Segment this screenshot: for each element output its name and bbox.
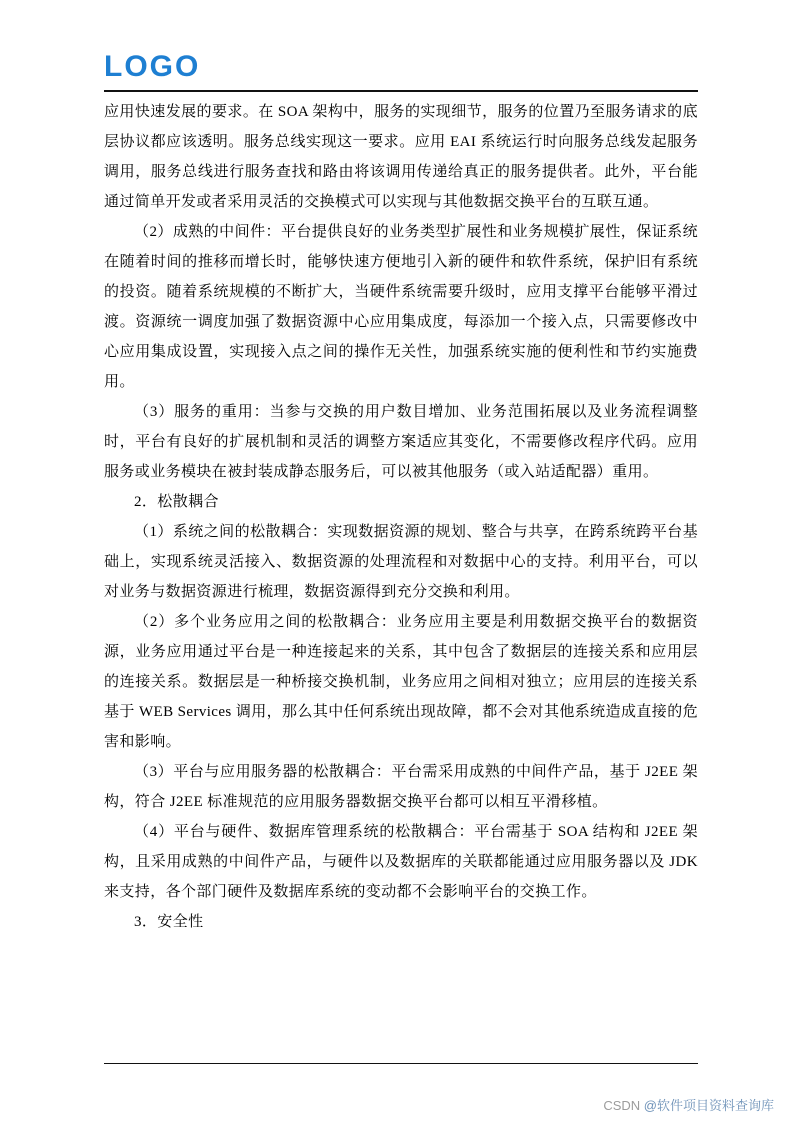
logo-text: LOGO — [104, 50, 201, 83]
footer-divider — [104, 1063, 698, 1064]
watermark — [603, 1098, 774, 1114]
paragraph: 应用快速发展的要求。在 SOA 架构中，服务的实现细节，服务的位置乃至服务请求的底层协议都应该透明。服务总线实现这一要求。应用 EAI 系统运行时向服务总线发起服务调用，服务总线进行服务查找和路由将该调用传递给真正的服务提供者。此外，平台能通过简单开发或者采用灵活的交换模式可以实现与其他数据交换平台的互联互通。 — [104, 104, 698, 210]
header-divider — [104, 90, 698, 92]
paragraph: （1）系统之间的松散耦合：实现数据资源的规划、整合与共享，在跨系统跨平台基础上，实现系统灵活接入、数据资源的处理流程和对数据中心的支持。利用平台，可以对业务与数据资源进行梳理，数据资源得到充分交换和利用。 — [104, 524, 698, 600]
paragraph: （3）服务的重用：当参与交换的用户数目增加、业务范围拓展以及业务流程调整时，平台有良好的扩展机制和灵活的调整方案适应其变化，不需要修改程序代码。应用服务或业务模块在被封装成静态服务后，可以被其他服务（或入站适配器）重用。 — [104, 404, 698, 480]
watermark-handle: @软件项目资料查询库 — [643, 1098, 774, 1113]
watermark-prefix: CSDN — [603, 1098, 644, 1113]
document-body — [104, 97, 698, 937]
section-heading: 3．安全性 — [134, 914, 204, 930]
paragraph: （3）平台与应用服务器的松散耦合：平台需采用成熟的中间件产品，基于 J2EE 架构，符合 J2EE 标准规范的应用服务器数据交换平台都可以相互平滑移植。 — [104, 764, 698, 810]
paragraph: （2）成熟的中间件：平台提供良好的业务类型扩展性和业务规模扩展性，保证系统在随着时间的推移而增长时，能够快速方便地引入新的硬件和软件系统，保护旧有系统的投资。随着系统规模的不断扩大，当硬件系统需要升级时，应用支撑平台能够平滑过渡。资源统一调度加强了数据资源中心应用集成度，每添加一个接入点，只需要修改中心应用集成设置，实现接入点之间的操作无关性，加强系统实施的便利性和节约实施费用。 — [104, 224, 698, 390]
paragraph: （4）平台与硬件、数据库管理系统的松散耦合：平台需基于 SOA 结构和 J2EE 架构，且采用成熟的中间件产品，与硬件以及数据库的关联都能通过应用服务器以及 JDK 来支持，各个部门硬件及数据库系统的变动都不会影响平台的交换工作。 — [104, 824, 698, 900]
page-header — [104, 0, 698, 92]
paragraph: （2）多个业务应用之间的松散耦合：业务应用主要是利用数据交换平台的数据资源，业务应用通过平台是一种连接起来的关系，其中包含了数据层的连接关系和应用层的连接关系。数据层是一种桥接交换机制，业务应用之间相对独立；应用层的连接关系基于 WEB Services 调用，那么其中任何系统出现故障，都不会对其他系统造成直接的危害和影响。 — [104, 614, 698, 750]
section-heading: 2．松散耦合 — [134, 494, 219, 510]
